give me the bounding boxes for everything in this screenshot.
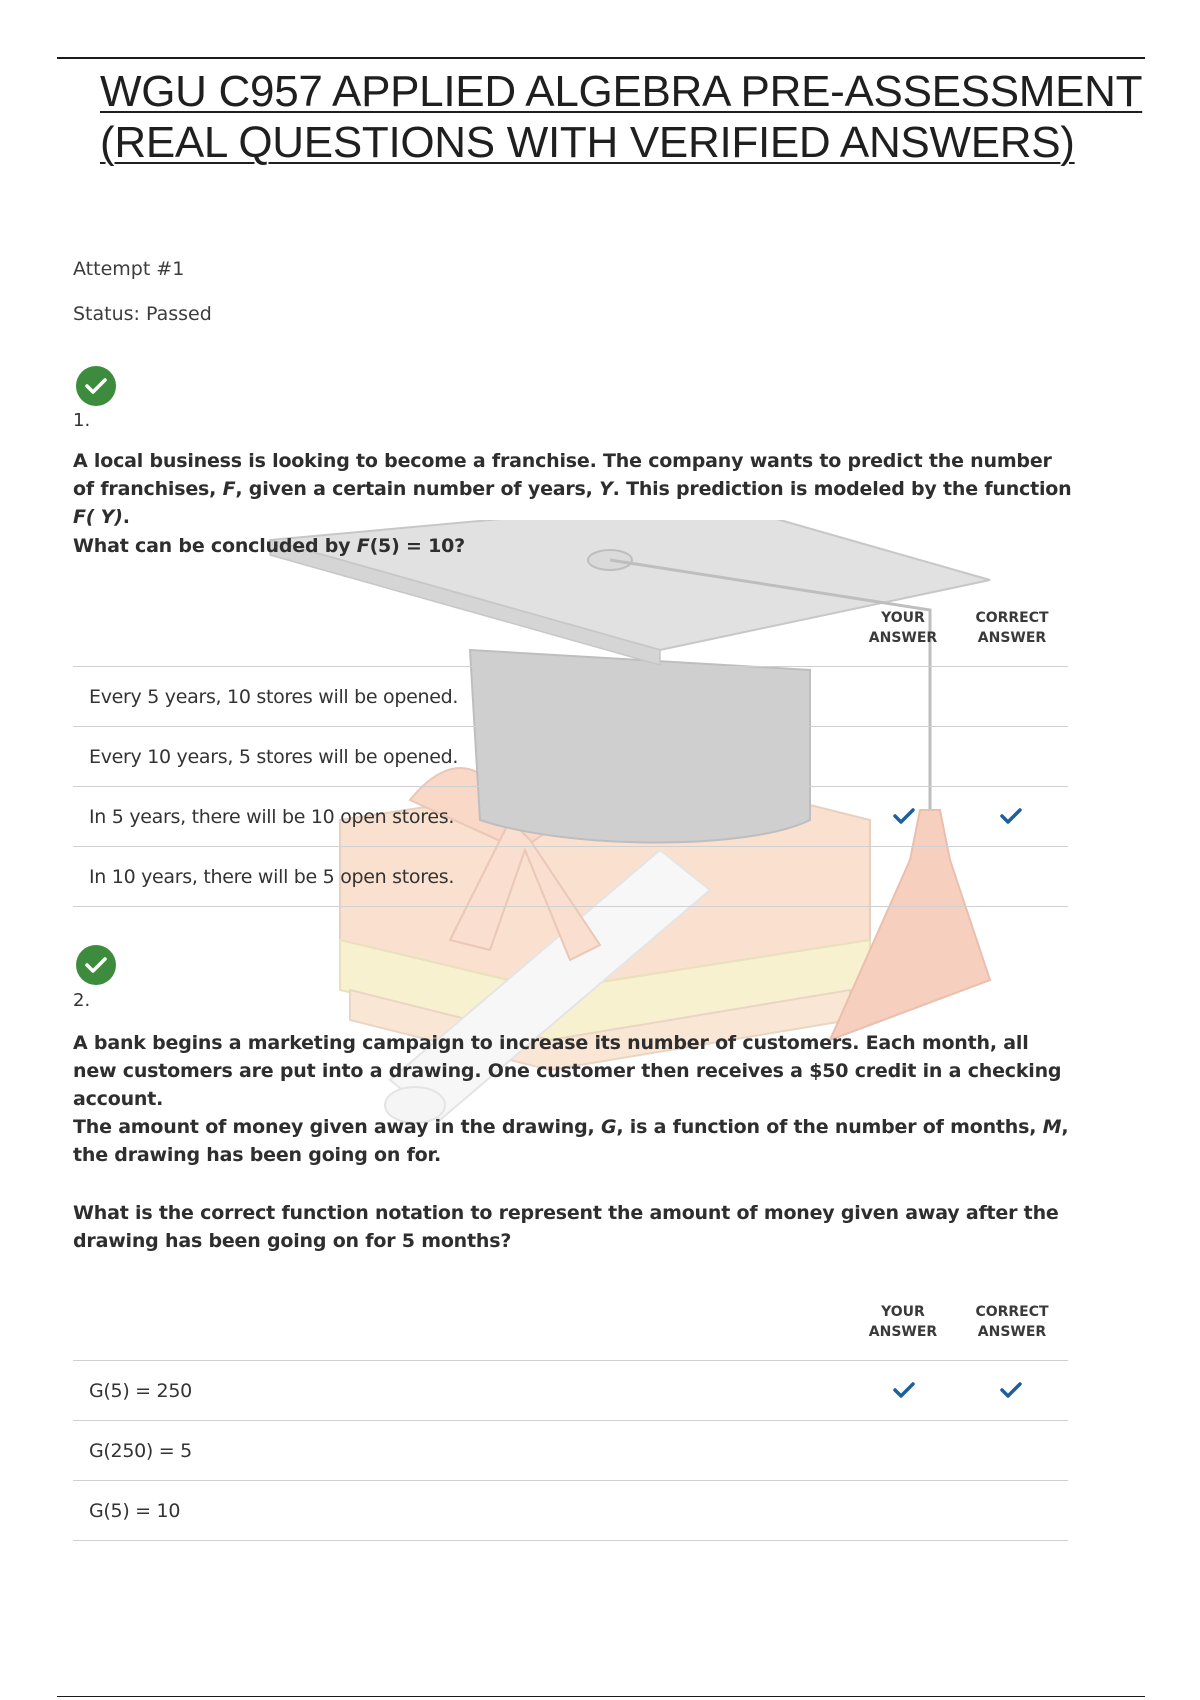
answer-text: G(5) = 250 [89, 1379, 192, 1402]
question-2-answers [73, 1360, 1068, 1541]
answer-text: Every 10 years, 5 stores will be opened. [89, 745, 459, 768]
bottom-rule [57, 1696, 1145, 1697]
correct-answer-header: CORRECT ANSWER [975, 610, 1049, 646]
correct-answer-checkmark-icon [999, 1380, 1023, 1400]
your-answer-header: YOUR ANSWER [868, 610, 938, 646]
question-1-correct-icon [76, 366, 116, 406]
answer-option[interactable] [73, 787, 1068, 847]
correct-answer-checkmark-icon [999, 806, 1023, 826]
top-rule [57, 57, 1145, 59]
question-1-prompt: What can be concluded by F(5) = 10? [73, 535, 465, 557]
answer-text: G(250) = 5 [89, 1439, 192, 1462]
answer-text: In 10 years, there will be 5 open stores. [89, 865, 455, 888]
question-1-answers [73, 666, 1068, 907]
your-answer-checkmark-icon [892, 806, 916, 826]
title-line-2: (REAL QUESTIONS WITH VERIFIED ANSWERS) [100, 118, 1075, 167]
answer-text: In 5 years, there will be 10 open stores. [89, 805, 455, 828]
answer-text: G(5) = 10 [89, 1499, 181, 1522]
question-2-correct-icon [76, 945, 116, 985]
your-answer-header: YOUR ANSWER [868, 1304, 938, 1340]
question-2-context: The amount of money given away in the drawing, G, is a function of the number of months, M, the drawing has been going on for. [73, 1116, 1069, 1166]
answer-option[interactable] [73, 1481, 1068, 1541]
question-2-prompt: What is the correct function notation to represent the amount of money given away after the drawing has been going on for 5 months? [73, 1202, 1059, 1252]
question-1-number: 1. [73, 410, 91, 431]
correct-answer-header: CORRECT ANSWER [975, 1304, 1049, 1340]
answer-option[interactable] [73, 1361, 1068, 1421]
status-label: Status: Passed [73, 303, 212, 325]
title-line-1: WGU C957 APPLIED ALGEBRA PRE-ASSESSMENT [100, 67, 1143, 116]
question-1-text: A local business is looking to become a franchise. The company wants to predict the number of franchises, F, given a certain number of years, Y. This prediction is modeled by the function F( Y). [73, 450, 1072, 528]
question-2-number: 2. [73, 990, 91, 1011]
answer-option[interactable] [73, 727, 1068, 787]
document-title [100, 66, 1143, 168]
attempt-label: Attempt #1 [73, 258, 185, 280]
question-2-text: A bank begins a marketing campaign to increase its number of customers. Each month, all new customers are put into a drawing. One customer then receives a $50 credit in a checking account. [73, 1032, 1062, 1110]
answer-option[interactable] [73, 1421, 1068, 1481]
answer-option[interactable] [73, 847, 1068, 907]
your-answer-checkmark-icon [892, 1380, 916, 1400]
answer-text: Every 5 years, 10 stores will be opened. [89, 685, 459, 708]
answer-option[interactable] [73, 667, 1068, 727]
